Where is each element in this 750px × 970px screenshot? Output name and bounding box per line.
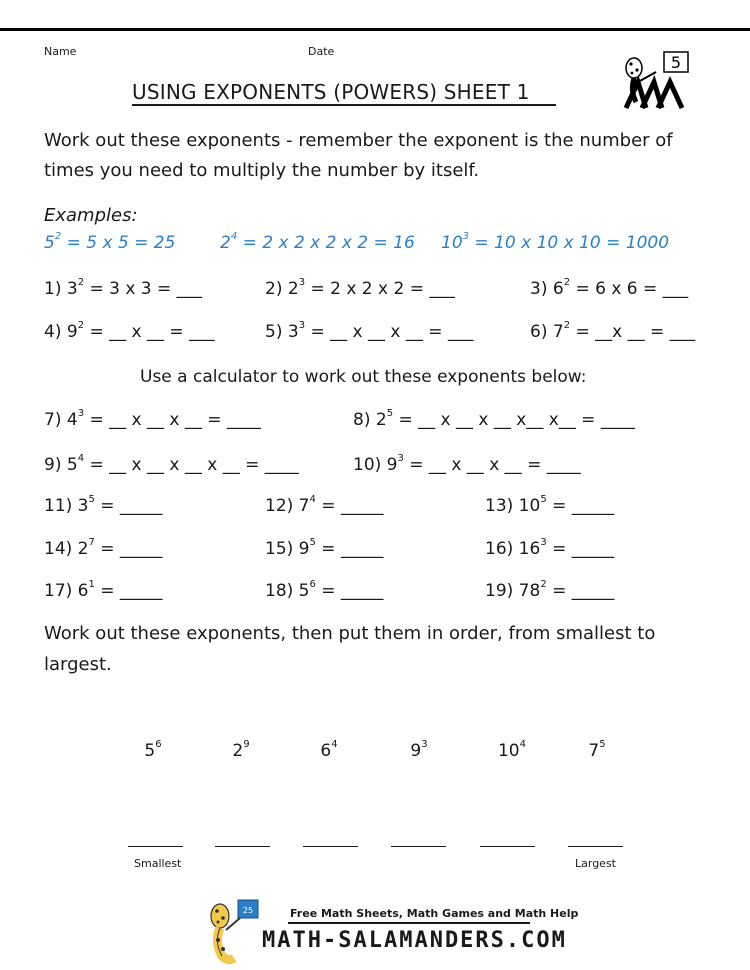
footer-tagline: Free Math Sheets, Math Games and Math Help: [290, 907, 579, 920]
question-10: 10) $9^3$ = __ x __ x __ = ____: [353, 453, 581, 475]
example-1: $5^2 = 5$ x 5 = 25: [44, 231, 176, 253]
question-5: 5) $3^3$ = __ x __ x __ = ___: [265, 320, 474, 342]
order-blank-4[interactable]: [391, 846, 446, 847]
title-underline: [132, 104, 556, 106]
order-blank-3[interactable]: [303, 846, 358, 847]
question-13: 13) $10^5$ = _____: [485, 494, 615, 516]
top-rule: [0, 28, 750, 31]
footer-brand[interactable]: MATH-SALAMANDERS.COM: [262, 928, 567, 953]
date-label: Date: [308, 45, 335, 58]
example-2: $2^4 = 2$ x 2 x 2 x 2 = 16: [220, 231, 415, 253]
order-item-4: $9^3$: [410, 739, 428, 761]
largest-label: Largest: [575, 857, 616, 870]
salamander-mascot-icon: [204, 896, 260, 966]
examples-heading: Examples:: [44, 205, 138, 226]
question-4: 4) $9^2$ = __ x __ = ___: [44, 320, 215, 342]
question-19: 19) $78^2$ = _____: [485, 579, 615, 601]
salamander-logo-icon: [616, 46, 698, 110]
question-11: 11) $3^5$ = _____: [44, 494, 163, 516]
question-18: 18) $5^6$ = _____: [265, 579, 384, 601]
question-9: 9) $5^4$ = __ x __ x __ x __ = ____: [44, 453, 299, 475]
question-15: 15) $9^5$ = _____: [265, 537, 384, 559]
order-item-5: $10^4$: [497, 739, 526, 761]
question-7: 7) $4^3$ = __ x __ x __ = ____: [44, 408, 261, 430]
intro-line-2: times you need to multiply the number by itself.: [44, 160, 480, 181]
question-14: 14) $2^7$ = _____: [44, 537, 163, 559]
example-3: $10^3 = 10$ x 10 x 10 = 1000: [441, 231, 670, 253]
question-16: 16) $16^3$ = _____: [485, 537, 615, 559]
footer-board-text: 25: [242, 906, 254, 915]
question-2: 2) $2^3 = 2$ x 2 x 2 = ___: [265, 277, 455, 299]
question-8: 8) $2^5$ = __ x __ x __ x__ x__ = ____: [353, 408, 635, 430]
footer-rule: [288, 922, 530, 924]
question-12: 12) $7^4$ = _____: [265, 494, 384, 516]
order-blank-2[interactable]: [215, 846, 270, 847]
order-item-1: $5^6$: [144, 739, 162, 761]
ordering-line-1: Work out these exponents, then put them in order, from smallest to: [44, 623, 656, 644]
order-item-3: $6^4$: [320, 739, 338, 761]
intro-line-1: Work out these exponents - remember the exponent is the number of: [44, 130, 673, 151]
question-6: 6) $7^2$ = __x __ = ___: [530, 320, 696, 342]
order-blank-6[interactable]: [568, 846, 623, 847]
salamander-logo: [616, 46, 698, 110]
name-label: Name: [44, 45, 77, 58]
question-1: 1) $3^2 = 3$ x 3 = ___: [44, 277, 203, 299]
footer-salamander: [204, 896, 260, 966]
question-17: 17) $6^1$ = _____: [44, 579, 163, 601]
grade-badge: 5: [670, 53, 682, 72]
calculator-heading: Use a calculator to work out these exponents below:: [140, 367, 587, 387]
order-item-6: $7^5$: [588, 739, 606, 761]
smallest-label: Smallest: [134, 857, 182, 870]
page-title: USING EXPONENTS (POWERS) SHEET 1: [132, 80, 530, 104]
question-3: 3) $6^2 = 6$ x 6 = ___: [530, 277, 689, 299]
order-blank-1[interactable]: [128, 846, 183, 847]
order-item-2: $2^9$: [232, 739, 250, 761]
order-blank-5[interactable]: [480, 846, 535, 847]
ordering-line-2: largest.: [44, 654, 112, 675]
